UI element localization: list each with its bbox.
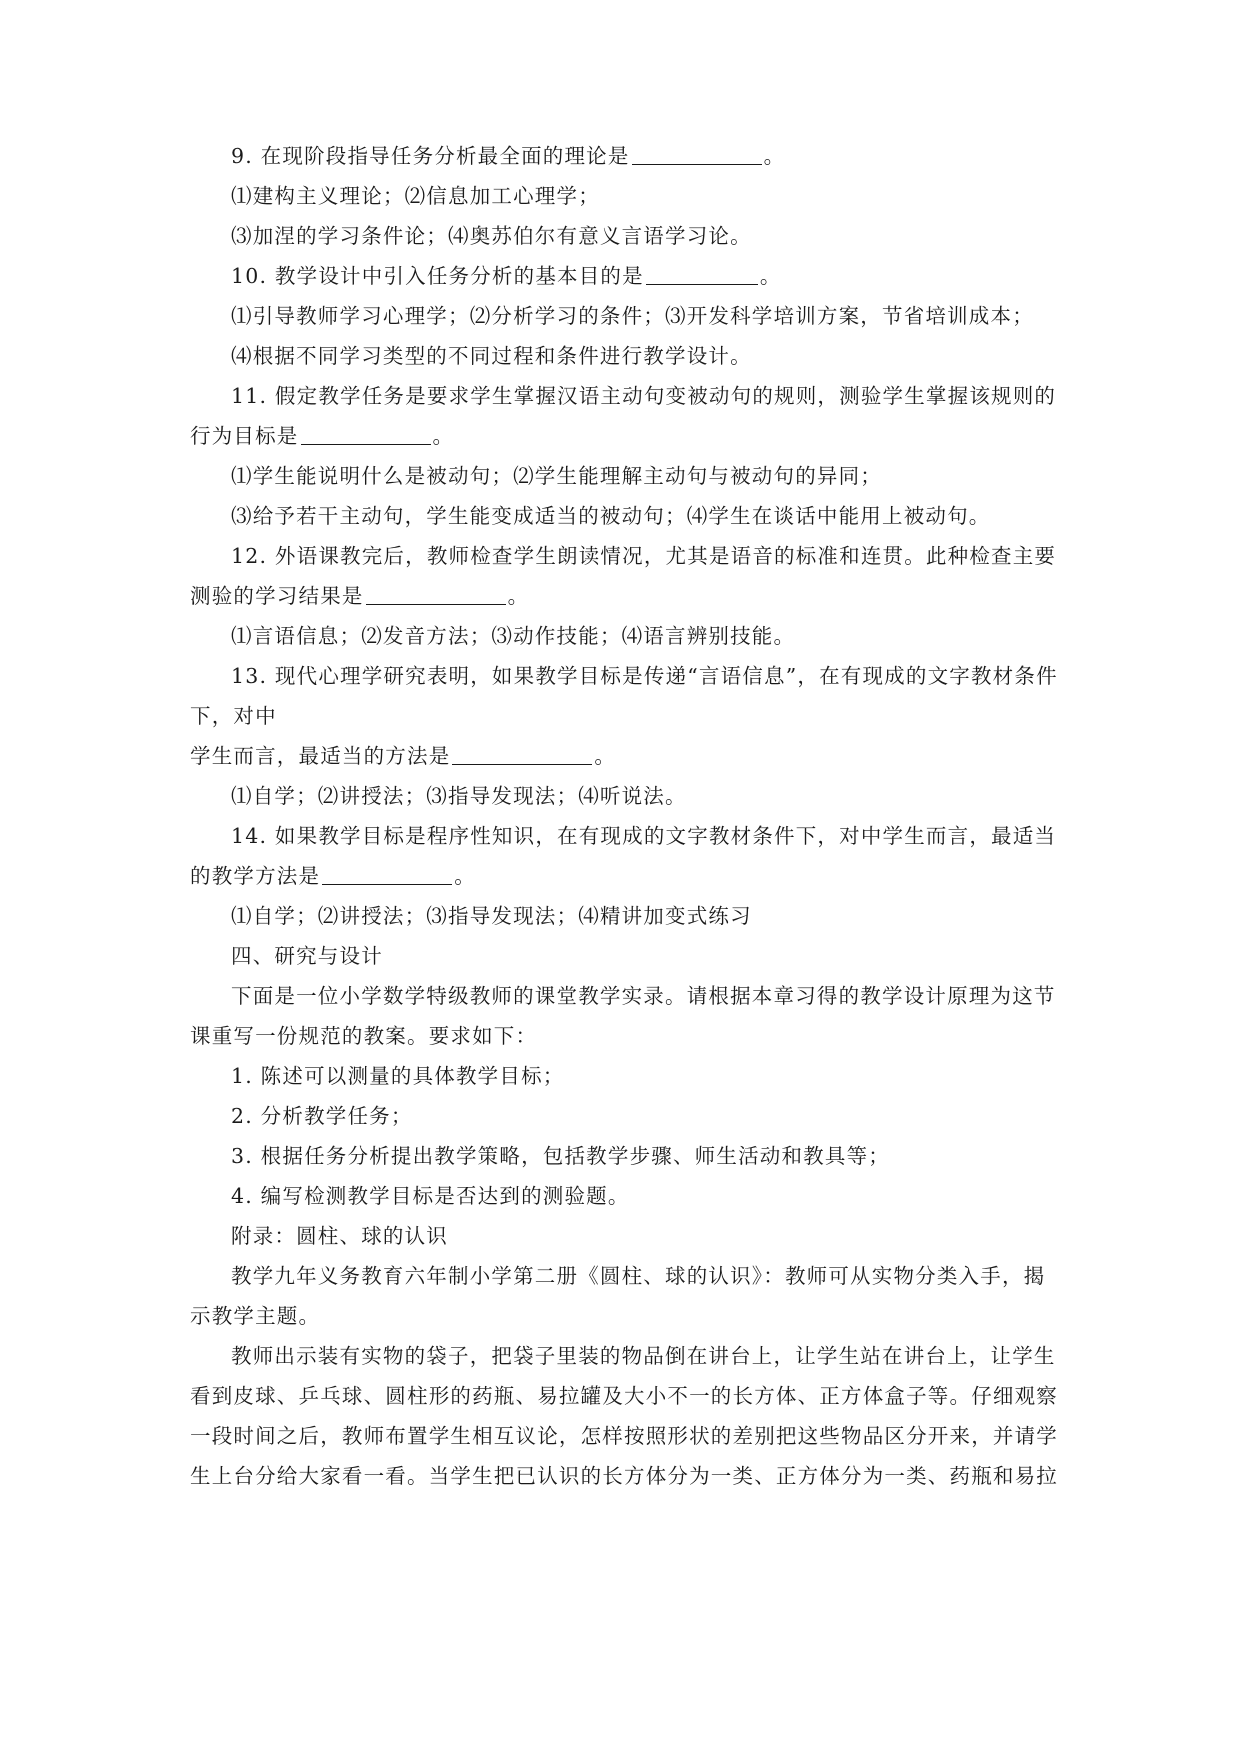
text-line: 教师出示装有实物的袋子，把袋子里装的物品倒在讲台上，让学生站在讲台上，让学生 (231, 1344, 1056, 1368)
text-line: 2. 分析教学任务； (231, 1104, 413, 1128)
text-line: 看到皮球、乒乓球、圆柱形的药瓶、易拉罐及大小不一的长方体、正方体盒子等。仔细观察 (190, 1384, 1058, 1408)
question-text: 10. 教学设计中引入任务分析的基本目的是 (231, 264, 644, 288)
question-end-punctuation: 。 (507, 584, 530, 608)
text-line: ⑷根据不同学习类型的不同过程和条件进行教学设计。 (231, 344, 752, 368)
text-line: 下，对中 (190, 704, 277, 728)
answer-blank (366, 580, 506, 605)
text-line: 示教学主题。 (190, 1304, 321, 1328)
text-line: 下面是一位小学数学特级教师的课堂教学实录。请根据本章习得的教学设计原理为这节 (231, 984, 1056, 1008)
text-line: 附录：圆柱、球的认识 (231, 1224, 448, 1248)
answer-blank (646, 260, 758, 285)
question-end-punctuation: 。 (432, 424, 455, 448)
text-line: ⑴建构主义理论；⑵信息加工心理学； (231, 184, 600, 208)
text-line: 教学九年义务教育六年制小学第二册《圆柱、球的认识》：教师可从实物分类入手，揭 (231, 1264, 1046, 1288)
text-line (0, 256, 1241, 296)
question-end-punctuation: 。 (759, 264, 782, 288)
text-line: 12. 外语课教完后，教师检查学生朗读情况，尤其是语音的标准和连贯。此种检查主要 (231, 544, 1057, 568)
text-line (0, 136, 1241, 176)
question-text: 行为目标是 (190, 424, 299, 448)
text-line: 一段时间之后，教师布置学生相互议论，怎样按照形状的差别把这些物品区分开来，并请学 (190, 1424, 1058, 1448)
text-line: 3. 根据任务分析提出教学策略，包括教学步骤、师生活动和教具等； (231, 1144, 890, 1168)
text-line: ⑴自学；⑵讲授法；⑶指导发现法；⑷听说法。 (231, 784, 687, 808)
question-text: 学生而言，最适当的方法是 (190, 744, 451, 768)
answer-blank (301, 420, 431, 445)
text-line: ⑶加涅的学习条件论；⑷奥苏伯尔有意义言语学习论。 (231, 224, 752, 248)
text-line (0, 736, 1241, 776)
question-text: 9. 在现阶段指导任务分析最全面的理论是 (231, 144, 630, 168)
text-line: 14. 如果教学目标是程序性知识，在有现成的文字教材条件下，对中学生而言，最适当 (231, 824, 1057, 848)
text-line (0, 856, 1241, 896)
text-line: 13. 现代心理学研究表明，如果教学目标是传递“言语信息”，在有现成的文字教材条件 (231, 664, 1058, 688)
question-end-punctuation: 。 (763, 144, 786, 168)
text-line: 4. 编写检测教学目标是否达到的测验题。 (231, 1184, 630, 1208)
text-line: 11. 假定教学任务是要求学生掌握汉语主动句变被动句的规则，测验学生掌握该规则的 (231, 384, 1057, 408)
text-line: ⑴自学；⑵讲授法；⑶指导发现法；⑷精讲加变式练习 (231, 904, 752, 928)
answer-blank (632, 140, 762, 165)
text-line: 四、研究与设计 (231, 944, 383, 968)
question-text: 测验的学习结果是 (190, 584, 364, 608)
text-line: ⑴学生能说明什么是被动句；⑵学生能理解主动句与被动句的异同； (231, 464, 882, 488)
question-end-punctuation: 。 (454, 864, 476, 888)
answer-blank (322, 860, 452, 885)
text-line (0, 576, 1241, 616)
text-line: ⑴引导教师学习心理学；⑵分析学习的条件；⑶开发科学培训方案，节省培训成本； (231, 304, 1034, 328)
question-end-punctuation: 。 (594, 744, 617, 768)
text-line (0, 416, 1241, 456)
question-text: 的教学方法是 (190, 864, 321, 888)
text-line: 1. 陈述可以测量的具体教学目标； (231, 1064, 565, 1088)
text-line: 课重写一份规范的教案。要求如下： (190, 1024, 538, 1048)
answer-blank (452, 740, 592, 765)
text-line: 生上台分给大家看一看。当学生把已认识的长方体分为一类、正方体分为一类、药瓶和易拉 (190, 1464, 1058, 1488)
text-line: ⑶给予若干主动句，学生能变成适当的被动句；⑷学生在谈话中能用上被动句。 (231, 504, 991, 528)
text-line: ⑴言语信息；⑵发音方法；⑶动作技能；⑷语言辨别技能。 (231, 624, 796, 648)
